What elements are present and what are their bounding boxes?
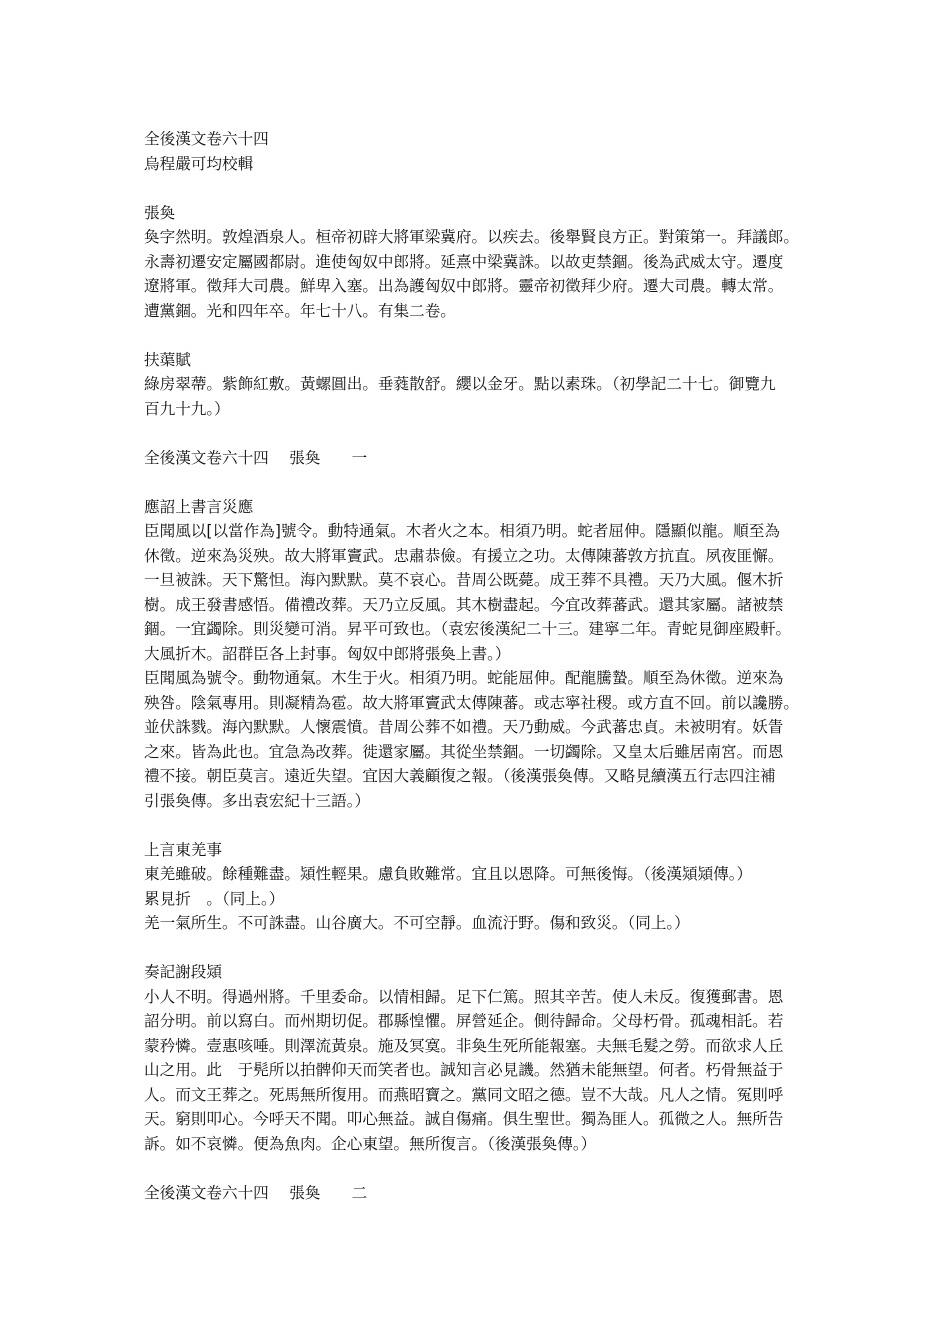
text-line: 天。窮則叩心。今呼天不聞。叩心無益。誠自傷痛。俱生聖世。獨為匪人。孤微之人。無所告 <box>144 1110 784 1128</box>
text-line: 之來。皆為此也。宜急為改葬。徙還家屬。其從坐禁錮。一切蠲除。又皇太后雖居南宮。而恩 <box>144 742 784 761</box>
text-line: 蒙矜憐。壹惠咳唾。則澤流黃泉。施及冥寞。非奐生死所能報塞。夫無毛髮之勞。而欲求人丘 <box>144 1036 784 1055</box>
text-line: 百九十九。） <box>144 399 230 418</box>
text-line: 綠房翠蔕。紫飾紅敷。黃螺圓出。垂蕤散舒。纓以金牙。點以素珠。（初學記二十七。御覽九 <box>144 375 776 393</box>
spacer <box>144 1156 816 1181</box>
text-line: 永壽初遷安定屬國都尉。進使匈奴中郎將。延熹中梁冀誅。以故吏禁錮。後為武威太守。遷度 <box>144 252 784 271</box>
spacer <box>144 470 816 495</box>
text-line: 錮。一宜蠲除。則災變可消。昇平可致也。（袁宏後漢紀二十三。建寧二年。青蛇見御座殿軒。 <box>144 620 792 638</box>
text-line: 遭黨錮。光和四年卒。年七十八。有集二卷。 <box>144 301 456 320</box>
page-footer: 全後漢文卷六十四 張奐 一 <box>144 448 368 467</box>
spacer <box>144 176 816 201</box>
text-line: 累見折 。（同上。） <box>144 889 285 908</box>
spacer <box>144 813 816 838</box>
text-line: 山之用。此 于髡所以拍髀仰天而笑者也。誠知言必見譏。然猶未能無望。何者。朽骨無益于 <box>144 1061 784 1079</box>
spacer <box>144 936 816 961</box>
text-line: 一旦被誅。天下驚怛。海內默默。莫不哀心。昔周公既薨。成王葬不具禮。天乃大風。偃木折 <box>144 571 784 589</box>
editor-credit: 烏程嚴可均校輯 <box>144 154 254 173</box>
text-line: 臣聞風為號令。動物通氣。木生于火。相須乃明。蛇能屈伸。配龍騰蟄。順至為休徵。逆來為 <box>144 669 784 687</box>
text-line: 樹。成王發書感悟。備禮改葬。天乃立反風。其木樹盡起。今宜改葬蕃武。還其家屬。諸被禁 <box>144 595 784 614</box>
text-line: 休徵。逆來為災殃。故大將軍竇武。忠肅恭儉。有援立之功。太傳陳蕃敦方抗直。夙夜匪懈。 <box>144 546 784 565</box>
text-line: 並伏誅戮。海內默默。人懷震憤。昔周公葬不如禮。天乃動威。今武蕃忠貞。未被明宥。妖眚 <box>144 718 784 736</box>
text-line: 遼將軍。徵拜大司農。鮮卑入塞。出為護匈奴中郎將。靈帝初徵拜少府。遷大司農。轉太常。 <box>144 277 784 295</box>
text-line: 禮不接。朝臣莫言。遠近失望。宜因大義顧復之報。（後漢張奐傳。又略見續漢五行志四注補 <box>144 767 776 785</box>
spacer <box>144 323 816 348</box>
text-line: 殃咎。陰氣專用。則凝精為雹。故大將軍竇武太傳陳蕃。或志寧社稷。或方直不回。前以讒勝。 <box>144 693 799 712</box>
text-line: 小人不明。得過州將。千里委命。以情相歸。足下仁篤。照其辛苦。使人未反。復獲郵書。恩 <box>144 987 784 1006</box>
page-footer: 全後漢文卷六十四 張奐 二 <box>144 1183 368 1202</box>
text-line: 奐字然明。敦煌酒泉人。桓帝初辟大將軍梁冀府。以疾去。後舉賢良方正。對策第一。拜議郎。 <box>144 228 799 246</box>
volume-title: 全後漢文卷六十四 <box>144 130 269 148</box>
text-line: 東羌雖破。餘種難盡。熲性輕果。慮負敗難常。宜且以恩降。可無後悔。（後漢熲熲傳。） <box>144 865 753 883</box>
document-page <box>144 127 816 1205</box>
section-heading: 張奐 <box>144 203 176 222</box>
text-line: 臣聞風以[以當作為]號令。動特通氣。木者火之本。相須乃明。蛇者屈伸。隱顯似龍。順至為 <box>144 522 780 540</box>
text-line: 大風折木。詔群臣各上封事。匈奴中郎將張奐上書。） <box>144 644 511 663</box>
text-line: 訴。如不哀憐。便為魚肉。企心東望。無所復言。（後漢張奐傳。） <box>144 1134 597 1153</box>
section-heading: 應詔上書言災應 <box>144 497 254 516</box>
section-heading: 奏記謝段熲 <box>144 963 222 981</box>
text-line: 羌一氣所生。不可誅盡。山谷廣大。不可空靜。血流汙野。傷和致災。（同上。） <box>144 914 690 932</box>
section-heading: 扶蕖賦 <box>144 350 191 369</box>
text-line: 詔分明。前以寫白。而州期切促。郡縣惶懼。屏營延企。側待歸命。父母朽骨。孤魂相託。若 <box>144 1012 784 1030</box>
text-line: 引張奐傳。多出袁宏紀十三語。） <box>144 791 371 810</box>
spacer <box>144 421 816 446</box>
section-heading: 上言東羌事 <box>144 840 222 859</box>
text-line: 人。而文王葬之。死馬無所復用。而燕昭寶之。黨同文昭之德。豈不大哉。凡人之情。冤則呼 <box>144 1085 784 1104</box>
